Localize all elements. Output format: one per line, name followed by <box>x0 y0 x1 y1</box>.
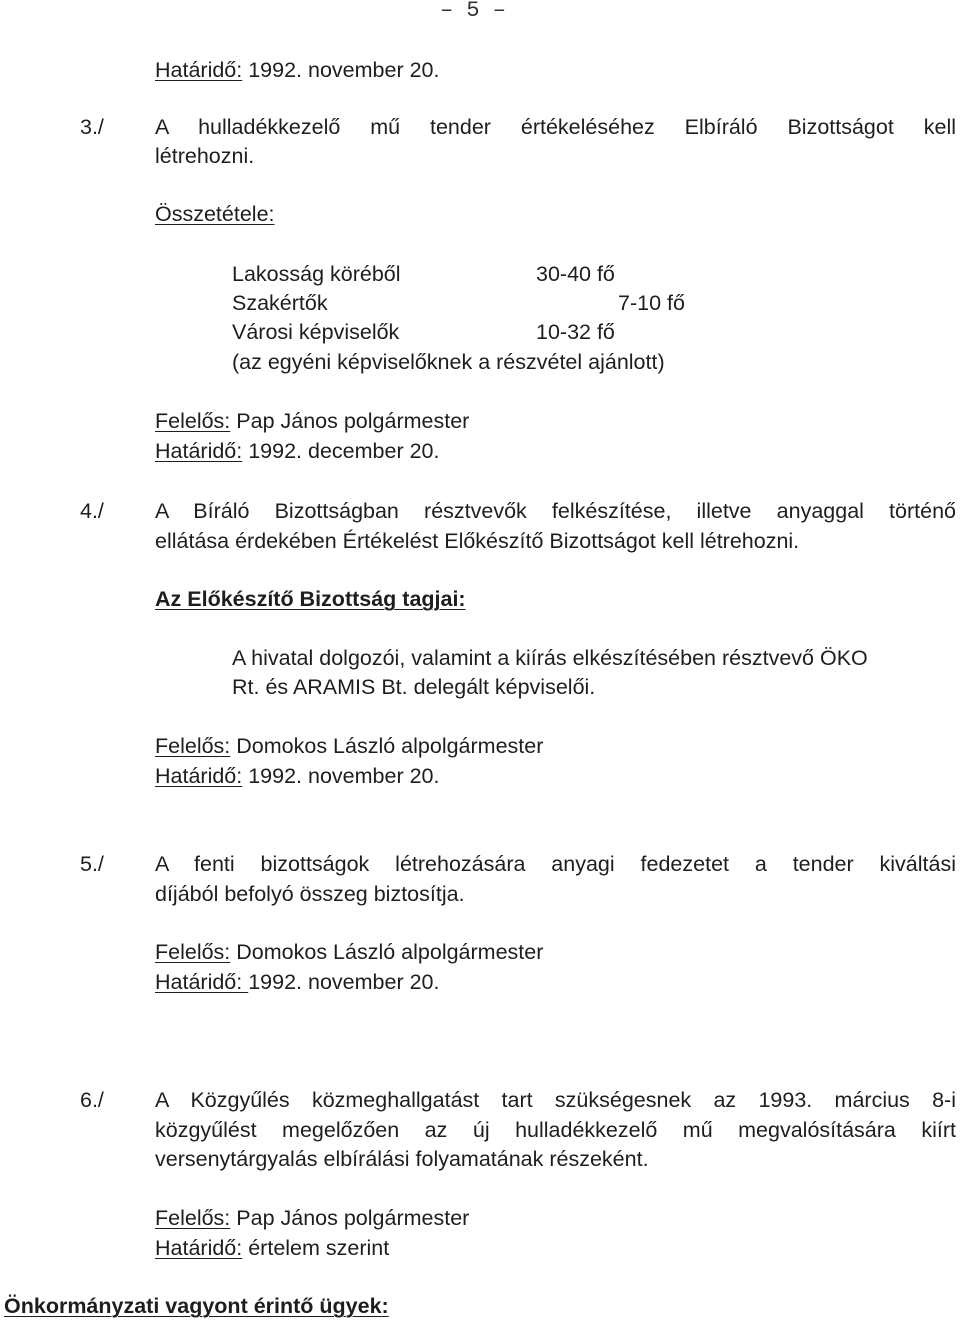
page-number: – 5 – <box>440 0 507 23</box>
deadline-label: Határidő: <box>155 439 243 463</box>
deadline-label: Határidő: <box>155 1236 243 1260</box>
item4-text-line2: ellátása érdekében Értékelést Előkészítő Bizottságot kell létrehozni. <box>155 529 800 553</box>
item5-number: 5./ <box>80 852 104 876</box>
composition-heading: Összetétele: <box>155 202 275 226</box>
responsible-label: Felelős: <box>155 734 231 758</box>
deadline-value: 1992. november 20. <box>242 764 440 788</box>
composition-value-2: 7-10 fő <box>618 291 685 315</box>
item3-number: 3./ <box>80 115 104 139</box>
item6-responsible <box>155 1204 469 1232</box>
composition-label-1: Lakosság köréből <box>232 262 401 286</box>
deadline-value: 1992. november 20. <box>248 970 440 994</box>
section-heading: Önkormányzati vagyont érintő ügyek: <box>4 1294 389 1318</box>
item6-text-line3: versenytárgyalás elbírálási folyamatának részeként. <box>155 1147 649 1171</box>
responsible-value: Domokos László alpolgármester <box>230 734 544 758</box>
members-line1: A hivatal dolgozói, valamint a kiírás elkészítésében résztvevő ÖKO <box>232 646 868 670</box>
deadline-label: Határidő: <box>155 58 243 82</box>
item5-text-line2: díjából befolyó összeg biztosítja. <box>155 882 465 906</box>
responsible-label: Felelős: <box>155 940 231 964</box>
responsible-label: Felelős: <box>155 1206 231 1230</box>
item6-text-line1: A Közgyűlés közmeghallgatást tart szükségesnek az 1993. március 8-i <box>155 1088 956 1112</box>
responsible-value: Pap János polgármester <box>230 1206 470 1230</box>
item6-deadline <box>155 1234 389 1262</box>
deadline-value: 1992. november 20. <box>242 58 440 82</box>
composition-value-1: 30-40 fő <box>536 262 615 286</box>
item3-text-line2: létrehozni. <box>155 144 255 168</box>
item2-deadline <box>155 56 439 84</box>
deadline-label: Határidő: <box>155 764 243 788</box>
item3-responsible <box>155 407 469 435</box>
responsible-value: Domokos László alpolgármester <box>230 940 544 964</box>
deadline-value: 1992. december 20. <box>242 439 440 463</box>
item4-text-line1: A Bíráló Bizottságban résztvevők felkészítése, illetve anyaggal történő <box>155 499 956 523</box>
item5-text-line1: A fenti bizottságok létrehozására anyagi fedezetet a tender kiváltási <box>155 852 956 876</box>
composition-note: (az egyéni képviselőknek a részvétel ajánlott) <box>232 350 665 374</box>
item6-text-line2: közgyűlést megelőzően az új hulladékkezelő mű megvalósítására kiírt <box>155 1118 956 1142</box>
deadline-value: értelem szerint <box>242 1236 390 1260</box>
item3-deadline <box>155 437 439 465</box>
item5-deadline <box>155 968 439 996</box>
responsible-label: Felelős: <box>155 409 231 433</box>
item4-deadline <box>155 762 439 790</box>
composition-label-3: Városi képviselők <box>232 320 400 344</box>
members-line2: Rt. és ARAMIS Bt. delegált képviselői. <box>232 675 596 699</box>
item5-responsible <box>155 938 543 966</box>
members-heading: Az Előkészítő Bizottság tagjai: <box>155 587 466 611</box>
item6-number: 6./ <box>80 1088 104 1112</box>
item4-number: 4./ <box>80 499 104 523</box>
composition-value-3: 10-32 fő <box>536 320 615 344</box>
item3-text-line1: A hulladékkezelő mű tender értékeléséhez Elbíráló Bizottságot kell <box>155 115 956 139</box>
responsible-value: Pap János polgármester <box>230 409 470 433</box>
deadline-label: Határidő: <box>155 970 249 994</box>
composition-label-2: Szakértők <box>232 291 328 315</box>
item4-responsible <box>155 732 543 760</box>
